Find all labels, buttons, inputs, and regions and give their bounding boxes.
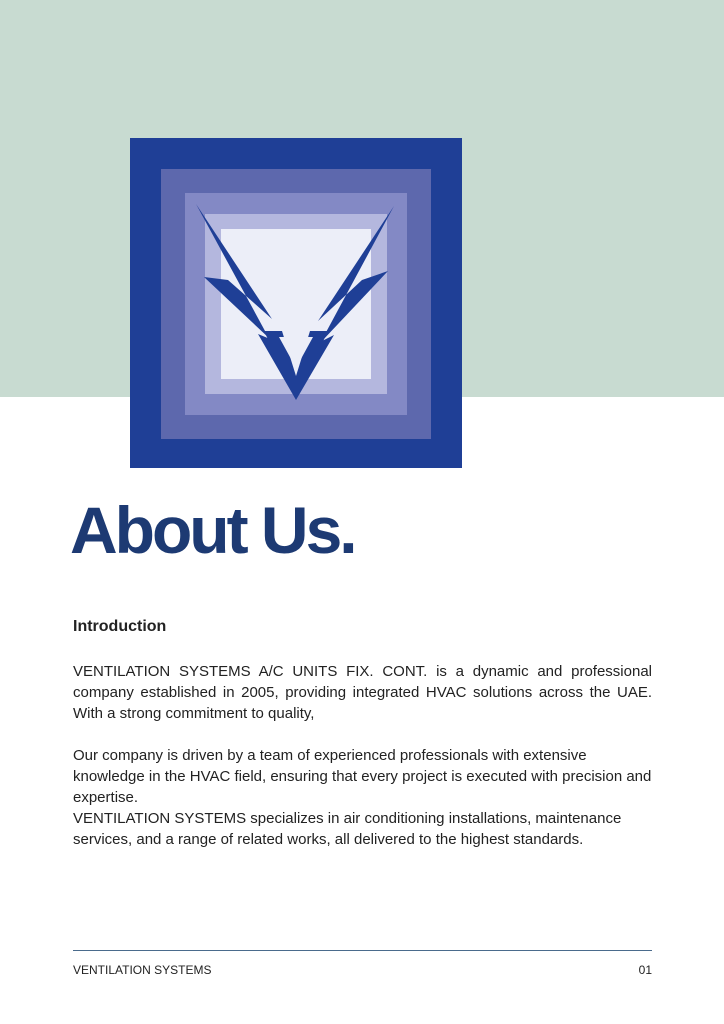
footer-company-name: VENTILATION SYSTEMS bbox=[73, 963, 212, 977]
team-paragraph: Our company is driven by a team of experienced professionals with extensive knowledge in the HVAC field, ensuring that every project is executed with precision and expertise. bbox=[73, 747, 652, 806]
footer-page-number: 01 bbox=[638, 963, 652, 977]
company-logo bbox=[130, 138, 462, 468]
services-paragraph: VENTILATION SYSTEMS specializes in air conditioning installations, maintenance services, and a range of related works, all delivered to the highest standards. bbox=[73, 810, 622, 848]
page-title: About Us. bbox=[70, 493, 355, 567]
v-lightning-logo-icon bbox=[130, 138, 462, 468]
section-heading: Introduction bbox=[73, 618, 167, 635]
footer-divider bbox=[73, 950, 652, 951]
intro-paragraph: VENTILATION SYSTEMS A/C UNITS FIX. CONT. is a dynamic and professional company established in 2005, providing integrated HVAC solutions across the UAE. With a strong commitment to quality, bbox=[73, 663, 652, 722]
